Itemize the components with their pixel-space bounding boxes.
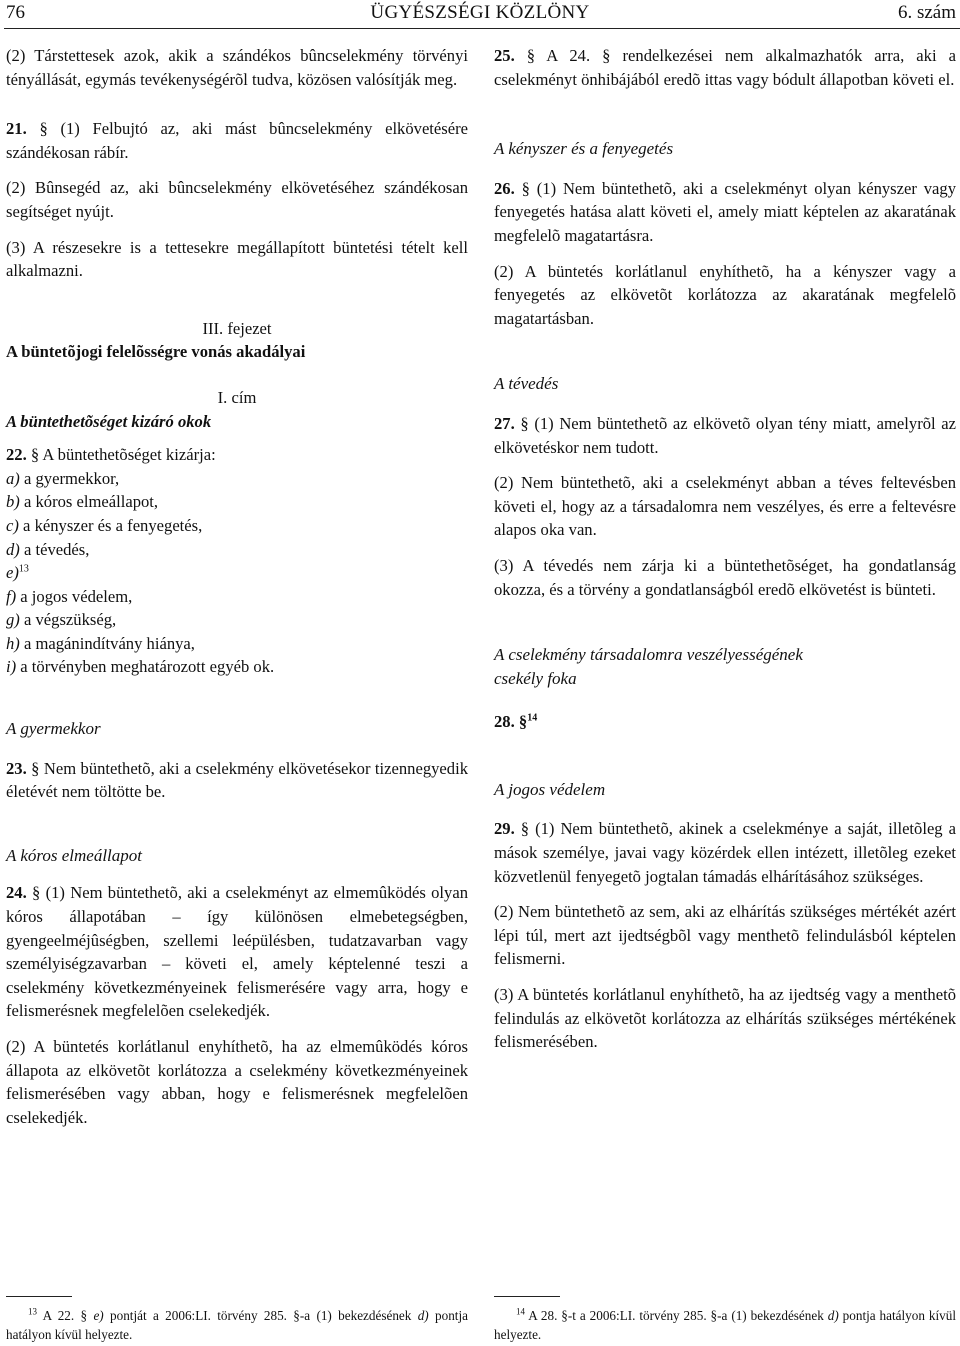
section-number: 27.: [494, 413, 515, 433]
footnote-13: [6, 1306, 468, 1344]
section-24-1: [6, 881, 468, 1023]
section-number: 21.: [6, 119, 27, 139]
section-number: 23.: [6, 758, 27, 778]
header-rule: [4, 28, 960, 29]
section-number: 29.: [494, 819, 515, 839]
right-column: [494, 44, 956, 1054]
list-item: [6, 585, 468, 609]
section-22-intro: [6, 443, 468, 467]
left-column: [6, 44, 468, 1129]
footnote-part: pontja hatályon kívül helyezte.: [494, 1308, 956, 1342]
section-text: § Nem büntethetõ, aki a cselekmény elkövetésekor tizennegyedik életévét nem töltötte be.: [6, 758, 468, 802]
section-text: § (1) Nem büntethetõ az elkövetõ olyan tény miatt, amelyrõl az elkövetéskor nem tudott.: [494, 413, 956, 457]
list-text: a gyermekkor,: [19, 468, 120, 488]
section-number: 24.: [6, 883, 27, 903]
paragraph-29-3: (3) A büntetés korlátlanul enyhíthetõ, ha az ijedtség vagy a menthetõ felindulás az elkövetõt korlátozza az elhárítás szükséges mértékének felismerésében.: [494, 985, 956, 1052]
list-text: a magánindítvány hiánya,: [19, 633, 195, 653]
issue-number: 6. szám: [897, 2, 956, 23]
list-text: a kényszer és a fenyegetés,: [18, 515, 203, 535]
title-name: A büntethetõséget kizáró okok: [6, 411, 212, 431]
list-letter: e): [6, 563, 19, 583]
footnote-rule-right: [494, 1296, 560, 1297]
list-letter: i): [6, 657, 17, 677]
list-letter: c): [6, 515, 19, 535]
section-text: § A büntethetõséget kizárja:: [26, 445, 216, 465]
footnote-text: [6, 1306, 468, 1344]
section-number: 26.: [494, 178, 515, 198]
list-text: a végszükség,: [19, 610, 117, 630]
list-text: a kóros elmeállapot,: [19, 492, 159, 512]
paragraph-24-2: (2) A büntetés korlátlanul enyhíthetõ, ha az elmemûködés kóros állapota az elkövetõt korlátozza a cselekmény következményeinek felismerésében vagy abban, hogy e felismerésnek megfelelõen cselekedjék.: [6, 1037, 468, 1127]
section-number: 28.: [494, 712, 515, 732]
footnote-part: pontja hatályon kívül helyezte.: [6, 1308, 468, 1342]
section-sign: §: [514, 712, 528, 732]
paragraph-27-2: (2) Nem büntethetõ, aki a cselekményt abban a téves feltevésben követi el, hogy az a társadalomra nem veszélyes, és erre a feltevésre alapos oka van.: [494, 473, 956, 540]
section-number: 25.: [494, 46, 515, 65]
heading-jogos-vedelem: A jogos védelem: [494, 779, 606, 799]
list-item: [6, 514, 468, 538]
list-item: [6, 538, 468, 562]
footnote-number: 13: [28, 1306, 37, 1317]
list-letter: g): [6, 610, 20, 630]
list-letter: h): [6, 633, 20, 653]
section-29-1: [494, 817, 956, 888]
section-text: § (1) Felbujtó az, aki mást bûncselekmény elkövetésére szándékosan rábír.: [6, 119, 468, 162]
paragraph-27-3: (3) A tévedés nem zárja ki a büntethetõséget, ha gondatlanság okozza, és a törvény a gondatlanságból eredõ elkövetést is bünteti.: [494, 555, 956, 599]
footnote-ref-14: 14: [527, 712, 538, 724]
list-letter: d): [6, 539, 20, 559]
section-23: [6, 757, 468, 804]
section-text: § A 24. § rendelkezései nem alkalmazhatók arra, aki a cselekményt önhibájából eredõ ittas vagy bódult állapotban követi el.: [494, 46, 956, 89]
section-text: § (1) Nem büntethetõ, akinek a cselekménye a saját, illetõleg a mások személye, javai vagy közérdek ellen intézett, illetõleg ezeket közvetlenül fenyegetõ jogtalan támadás elhárításához szükséges.: [494, 819, 956, 886]
heading-kenyszer: A kényszer és a fenyegetés: [494, 139, 674, 159]
footnote-text: [494, 1306, 956, 1344]
list-item: [6, 608, 468, 632]
heading-tarsadalomra-veszelyesseg: A cselekmény társadalomra veszélyességének: [494, 645, 803, 665]
heading-koros-elmeallapot: A kóros elmeállapot: [6, 845, 142, 865]
page-number: 76: [6, 2, 25, 23]
chapter-title: A büntetõjogi felelõsségre vonás akadályai: [6, 342, 306, 362]
section-text: § (1) Nem büntethetõ, aki a cselekményt az elmemûködés olyan kóros állapotában – így különösen elmebetegségben, gyengeelméjûségben, szellemi leépülésben, tudatzavarban vagy személyiségzavarban – követi el, amely képtelenné teszi a cselekmény következményeinek felismerésére vagy arra, hogy e felismerésnek megfelelõen cselekedjék.: [6, 883, 468, 1021]
list-letter: b): [6, 492, 20, 512]
section-number: 22.: [6, 445, 27, 465]
paragraph-29-2: (2) Nem büntethetõ az sem, aki az elhárítás szükséges mértékét azért lépi túl, mert azt ijedtségbõl vagy menthetõ felindulásból képtelen felismerni.: [494, 902, 956, 969]
footnote-part: d): [827, 1308, 839, 1323]
section-28: [494, 710, 956, 734]
list-item: [6, 655, 468, 679]
list-item: [6, 467, 468, 491]
section-25: [494, 44, 956, 91]
paragraph-21-2: (2) Bûnsegéd az, aki bûncselekmény elkövetéséhez szándékosan segítséget nyújt.: [6, 178, 468, 221]
section-26-1: [494, 177, 956, 248]
running-header: [0, 0, 960, 28]
list-item: [6, 490, 468, 514]
heading-gyermekkor: A gyermekkor: [6, 719, 101, 739]
footnote-number: 14: [516, 1306, 525, 1317]
footnote-part: A 28. §-t a 2006:LI. törvény 285. §-a (1) bekezdésének: [525, 1308, 828, 1323]
journal-title: ÜGYÉSZSÉGI KÖZLÖNY: [370, 2, 590, 23]
paragraph-21-3: (3) A részesekre is a tettesekre megállapított büntetési tételt kell alkalmazni.: [6, 237, 468, 281]
footnote-14: [494, 1306, 956, 1344]
list-item: [6, 632, 468, 656]
footnote-rule-left: [6, 1296, 72, 1297]
footnote-ref-13: 13: [18, 563, 29, 575]
section-21-1: [6, 117, 468, 164]
paragraph-20-2: (2) Társtettesek azok, akik a szándékos bûncselekmény törvényi tényállását, egymás tevékenységérõl tudva, közösen valósítják meg.: [6, 46, 468, 89]
section-text: § (1) Nem büntethetõ, aki a cselekményt olyan kényszer vagy fenyegetés hatása alatt követi el, amely miatt képtelen az akaratának megfelelõ magatartásra.: [494, 178, 956, 245]
heading-csekely-foka: csekély foka: [494, 668, 577, 688]
footnote-part: d): [417, 1308, 429, 1323]
chapter-number: III. fejezet: [202, 318, 272, 338]
list-item: [6, 561, 468, 585]
list-letter: f): [6, 586, 17, 606]
paragraph-26-2: (2) A büntetés korlátlanul enyhíthetõ, ha a kényszer vagy a fenyegetés az elkövetõt korlátozza az akaratának megfelelõ magatartásban.: [494, 261, 956, 328]
list-text: a jogos védelem,: [16, 586, 133, 606]
section-27-1: [494, 412, 956, 459]
list-text: a tévedés,: [19, 539, 90, 559]
title-number: I. cím: [217, 387, 257, 407]
footnote-part: e): [93, 1308, 104, 1323]
footnote-part: A 22. §: [37, 1308, 94, 1323]
footnote-part: pontját a 2006:LI. törvény 285. §-a (1) bekezdésének: [103, 1308, 418, 1323]
list-letter: a): [6, 468, 20, 488]
list-text: a törvényben meghatározott egyéb ok.: [16, 657, 275, 677]
heading-tevedes: A tévedés: [494, 374, 559, 394]
